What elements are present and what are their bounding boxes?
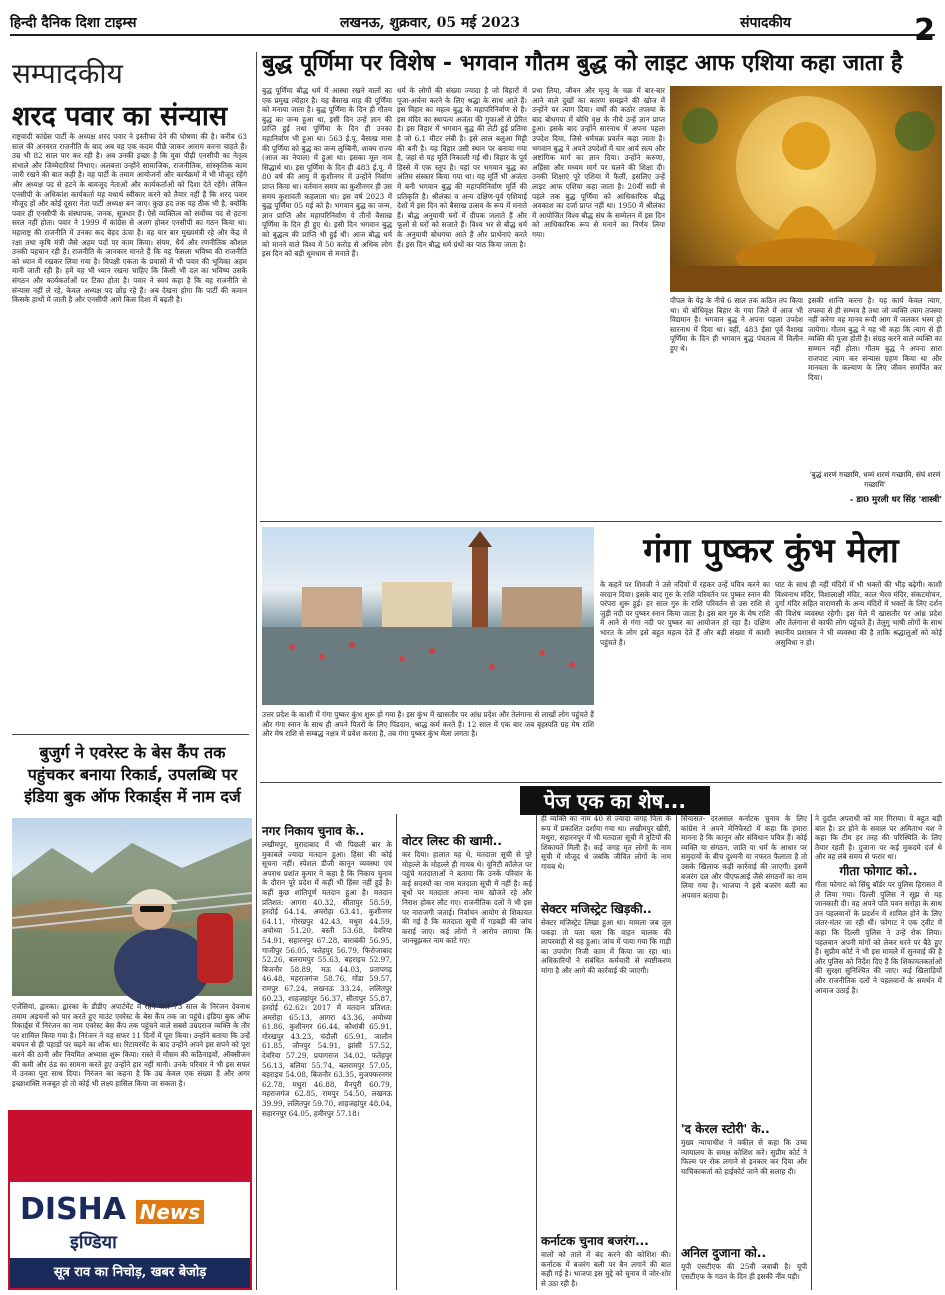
ganga-ghat-image <box>262 527 594 705</box>
everest-body: एजेंसियां, द्वारका। द्वारका के डीडीए अपार्टमेंट में रहने वाले 73 साल के निरंजन देवनाथ तमाम अड़चनों को पार करते हुए माउंट एवरेस्ट के बेस कैंप तक जा पहुंचे। इंडिया बुक ऑफ रिकार्ड्स में निरंजन का नाम एवरेस्ट बेस कैंप तक पहुंचने वाले सबसे उम्रदराज व्यक्ति के तौर पर शामिल किया गया है। निरंजन ने यह सफर 11 दिनों में पूरा किया। उन्होंने बताया कि उन्हें बचपन से ही पहाड़ों पर चढ़ने का शौक था। रिटायरमेंट के बाद उन्होंने अपने इस सपने को पूरा करने की ठानी और नियमित अभ्यास शुरू किया। रास्ते में मौसम की कठिनाइयों, ऑक्सीजन की कमी और ठंड का सामना करते हुए उन्होंने हार नहीं मानी। उनके परिवार ने भी इस सफर में उनका पूरा साथ दिया। निरंजन का कहना है कि उम्र केवल एक संख्या है और अगर इच्छाशक्ति मजबूत हो तो कोई भी लक्ष्य हासिल किया जा सकता है। <box>12 1002 250 1088</box>
disha-news-logo <box>20 1192 260 1227</box>
masthead <box>10 8 935 48</box>
sector-magistrate-body: सेक्टर मजिस्ट्रेट लिखा हुआ था। मामला जब तूल पकड़ा तो पता चला कि वाहन चालक की लापरवाही से यह हुआ। जांच में पाया गया कि गाड़ी का उपयोग निजी काम में किया जा रहा था। अधिकारियों ने संबंधित कर्मचारी से स्पष्टीकरण मांगा है और आगे की कार्रवाई की जाएगी। <box>541 918 671 975</box>
page-ek-heading: पेज एक का शेष... <box>520 786 710 815</box>
ad-news: News <box>136 1200 205 1224</box>
ganga-body-3: घाट के साथ ही नहीं मंदिरों में भी भक्तों की भीड़ बढ़ेगी। काशी विश्वनाथ मंदिर, विशालाक्षी मंदिर, काल भैरव मंदिर, संकटमोचन, दुर्गा मंदिर सहित वाराणसी के अन्य मंदिरों में भक्तों के लिए दर्शन की विशेष व्यवस्था रहेगी। इस मेले में खासतौर पर आंध्र प्रदेश और तेलंगाना से काफी लोग पहुंचते हैं। तेलुगु भाषी लोगों के साथ स्थानीय प्रशासन ने भी व्यवस्था की है ताकि श्रद्धालुओं को कोई असुविधा न हो। <box>775 580 942 647</box>
sector-magistrate-head: सेक्टर मजिस्ट्रेट खिड़की.. <box>541 902 652 916</box>
gita-phogat-body: गीता फोगाट को सिंघु बॉर्डर पर पुलिस हिरासत में ले लिया गया। दिल्ली पुलिस ने सूझ से यह जानकारी दी। वह अपने पति पवन सरोहा के साथ उन पहलवानों के प्रदर्शन में शामिल होने के लिए जंतर-मंतर जा रही थीं। फोगाट ने एक ट्वीट में कहा कि दिल्ली पुलिस ने उन्हें रोक लिया। पहलवान अपनी मांगों को लेकर धरने पर बैठे हुए हैं। सुप्रीम कोर्ट ने भी इस मामले में सुनवाई की है और पुलिस को निर्देश दिए हैं कि शिकायतकर्ताओं की सुरक्षा सुनिश्चित की जाए। कई खिलाड़ियों और राजनीतिक दलों ने पहलवानों के समर्थन में आवाज उठाई है। <box>815 880 942 995</box>
buddha-quote: 'बुद्धं शरणं गच्छामि, धम्मं शरणं गच्छामि, संघं शरणं गच्छामि' <box>809 470 941 489</box>
section-name: संपादकीय <box>740 15 791 31</box>
ganga-body-1: उत्तर प्रदेश के काशी में गंगा पुष्कर कुंभ शुरू हो गया है। इस कुंभ में खासतौर पर आंध्र प्रदेश और तेलंगाना से लाखों लोग पहुंचते हैं और गंगा स्नान के साथ ही अपने पितरों के लिए पिंडदान, श्राद्ध कर्म करते हैं। 12 साल में एक बार जब बृहस्पति ग्रह मेष राशि और मेष राशि से सम्बद्ध नक्षत्र में प्रवेश करता है, तब गंगा पुष्कर कुंभ मेला लगता है। <box>262 710 594 739</box>
everest-climber-image <box>12 818 252 996</box>
nagar-nikay-body: लखीमपुर, मुरादाबाद में भी पिछली बार के मुकाबले ज्यादा मतदान हुआ। हिंसा की कोई सूचना नहीं। स्पेशल डीजी कानून व्यवस्था एवं अपराध प्रशांत कुमार ने कहा है कि निकाय चुनाव के दौरान पूरे प्रदेश में कहीं भी हिंसा नहीं हुई है। कहीं कुछ शांतिपूर्ण मतदान हुआ है। मतदान प्रतिशत: आगरा 40.32, सीतापुर 58.59, हरदोई 64.14, अमरोहा 63.41, कुशीनगर 64.11, गोरखपुर 42.43, मथुरा 44.59, अयोध्या 51.20, बस्ती 53.68, देवरिया 54.91, सहारनपुर 67.28, बाराबंकी 56.95, गाजीपुर 56.05, फतेहपुर 56.79, फिरोजाबाद 52.26, बलरामपुर 55.63, बहराइच 52.97, बिजनौर 58.89, मऊ 44.03, प्रतापगढ़ 46.48, महराजगंज 58.76, गोंडा 59.57, रामपुर 67.24, लखनऊ 33.24, ललितपुर 60.23, शाहजहांपुर 56.37, सीतापुर 55.87, हरदोई 62.62। 2017 में मतदान प्रतिशत: अमरोहा 65.13, आगरा 43.36, अयोध्या 61.86, कुशीनगर 66.44, कौशांबी 65.91, गोरखपुर 43.23, चंदौली 65.91, जालौन 61.85, जौनपुर 54.91, झांसी 57.52, देवरिया 57.29, प्रयागराज 34.02, फतेहपुर 56.13, बलिया 55.74, बलरामपुर 57.05, बहराइच 54.08, बिजनौर 63.35, मुजफ्फरनगर 62.78, मथुरा 46.88, मैनपुरी 60.79, महराजगंज 62.85, रामपुर 54.50, लखनऊ 39.99, ललितपुर 59.70, शाहजहांपुर 48.04, सहारनपुर 64.05, हमीरपुर 57.18। <box>262 840 392 1118</box>
voter-list-body: कर दिया। हालात यह थे, मतदाता सूची से पूरे मोहल्ले के मोहल्ले ही गायब थे। यूनिटी कॉलेज पर पहुंचे मतदाताओं ने बताया कि उनके परिवार के कई सदस्यों का नाम मतदाता सूची में नहीं है। कई बूथों पर मतदाता अपना नाम खोजते रहे और निराश होकर लौट गए। राजनीतिक दलों ने भी इस पर नाराजगी जताई। निर्वाचन आयोग से शिकायत की गई है कि मतदाता सूची में गड़बड़ी की जांच कराई जाए। कई लोगों ने आरोप लगाया कि जानबूझकर नाम काटे गए। <box>402 850 532 946</box>
dateline: लखनऊ, शुक्रवार, 05 मई 2023 <box>340 15 521 31</box>
buddha-body-2: धर्म के लोगों की संख्या ज्यादा है जो विहारों में पूजा-अर्चना करने के लिए श्रद्धा के साथ आते हैं। इस विहार का महत्व बुद्ध के महापरिनिर्वाण से है। इस मंदिर का स्थापत्य अजंता की गुफाओं से प्रेरित है। इस विहार में भगवान बुद्ध की लेटी हुई प्रतिमा है जो 6.1 मीटर लंबी है। इसे लाल बलुआ मिट्टी की बनी है। यह विहार उसी स्थान पर बनाया गया है, जहां से यह मूर्ति निकाली गई थी। विहार के पूर्व हिस्से में एक स्तूप है। यहां पर भगवान बुद्ध का अंतिम संस्कार किया गया था। यह मूर्ति भी अजंता में बनी भगवान बुद्ध की महापरिनिर्वाण मूर्ति की प्रतिकृति है। श्रीलंका व अन्य दक्षिण-पूर्व एशियाई देशों में इस दिन को बैसाख उत्सव के रूप में मनाते हैं। बौद्ध अनुयायी घरों में दीपक जलाते हैं और फूलों से घरों को सजाते हैं। विश्व भर से बौद्ध धर्म के अनुयायी बोधगया आते हैं और प्रार्थनाएं करते हैं। इस दिन बौद्ध धर्म ग्रंथों का पाठ किया जाता है। <box>397 86 527 249</box>
page-number: 2 <box>914 13 935 48</box>
buddha-photo-caption: पीपल के पेड़ के नीचे 6 साल तक कठिन तप किया था। वो बोधिवृक्ष बिहार के गया जिले में आज भी विद्यमान है। भगवान बुद्ध ने अपना पहला उपदेश सारनाथ में दिया था। यहीं, 483 ईसा पूर्व वैशाख पूर्णिमा के दिन ही भगवान बुद्ध पंचतत्व में विलीन हुए थे। <box>670 296 803 353</box>
ganga-body-2: के कहने पर शिवजी ने उसे नदियों में रहकर उन्हें पवित्र करने का वरदान दिया। इसके बाद गुरु के राशि परिवर्तन पर पुष्कर स्नान की परंपरा शुरू हुई। हर साल गुरु के राशि परिवर्तन से उस राशि से जुड़ी नदी पर पुष्कर स्नान किया जाता है। इस बार गुरु के मेष राशि में आने से गंगा नदी पर पुष्कर का आयोजन हो रहा है। दक्षिण भारत के लोग इसे बहुत महत्व देते हैं और बड़ी संख्या में काशी पहुंचते हैं। <box>600 580 770 647</box>
ad-name: DISHA <box>20 1192 126 1227</box>
gita-phogat-head: गीता फोगाट को.. <box>839 864 918 878</box>
karnataka-body: वालों को ताले में बंद करने की कोशिश की। कर्नाटक में बजरंग बली पर बैन लगाने की बात कही गई है। भाजपा इस मुद्दे को चुनाव में जोर-शोर से उठा रही है। <box>541 1250 671 1288</box>
kerala-story-head: 'द केरल स्टोरी' के.. <box>681 1122 770 1136</box>
anil-dujana-head: अनिल दुजाना को.. <box>681 1246 767 1260</box>
page-ek-col5-body: ने दुर्दांत अपराधी को मार गिराया। ये बहुत बड़ी बात है। डर होने के सवाल पर अमिताभ यश ने कहा कि टीम हर तरह की परिस्थिति के लिए तैयार रहती है। दुजाना पर कई मुकदमे दर्ज थे और वह लंबे समय से फरार था। <box>815 814 942 862</box>
editorial-section-label: सम्पादकीय <box>12 57 123 90</box>
disha-news-ad <box>8 1110 252 1290</box>
editorial-body: राष्ट्रवादी कांग्रेस पार्टी के अध्यक्ष शरद पवार ने इस्तीफा देने की घोषणा की है। करीब 63 साल की अनवरत राजनीति के बाद अब वह एक कदम पीछे जाकर आराम करना चाहते हैं। उम्र भी 82 साल पार कर रही है। अब उनकी इच्छा है कि युवा पीढ़ी एनसीपी का नेतृत्व संभाले और जिम्मेदारियां निभाए। अलबत्ता उन्होंने सामाजिक, राजनीतिक, सांस्कृतिक काम जारी रखने की बात कही है। वह पार्टी के तमाम आयोजनों और कार्यक्रमों में भी मौजूद रहेंगे और अध्यक्ष पद से हटने के बावजूद नेताओं और कार्यकर्ताओं को दिशा देते रहेंगे। लेकिन एनसीपी के अधिकांश कार्यकर्ता यह यथार्थ स्वीकार करने को तैयार नहीं हैं कि शरद पवार मौजूद हों और कोई दूसरा नेता पार्टी अध्यक्ष बन जाए। कुछ हद तक यह ठीक भी है, क्योंकि पवार ही एनसीपी के संस्थापक, जनक, सूत्रधार हैं। ऐसे व्यक्तित्व को सर्वोच्च पद से हटना सरल नहीं होता। पवार ने 1999 में कांग्रेस से अलग होकर एनसीपी का गठन किया था। महाराष्ट्र की राजनीति में उनका कद बेहद ऊंचा है। वह चार बार मुख्यमंत्री रहे और केंद्र में रक्षा तथा कृषि मंत्री जैसे अहम पदों पर काम किया। संयम, धैर्य और रणनीतिक कौशल उनकी पहचान रही है। राजनीति के जानकार मानते हैं कि यह फैसला भविष्य की राजनीति को ध्यान में रखकर लिया गया है। विपक्षी एकता के प्रयासों में भी पवार की भूमिका अहम मानी जाती रही है। हमें यह भी ध्यान रखना चाहिए कि किसी भी दल का भविष्य उसके संगठन और कार्यकर्ताओं पर टिका होता है। पवार ने स्वयं कहा है कि वह राजनीति से संन्यास नहीं ले रहे, केवल अध्यक्ष पद छोड़ रहे हैं। अब देखना होगा कि पार्टी की कमान किसके हाथों में जाती है और एनसीपी आगे किस दिशा में बढ़ती है। <box>12 132 247 305</box>
ad-country: इण्डिया <box>70 1232 117 1253</box>
voter-list-head: वोटर लिस्ट की खामी.. <box>402 834 502 848</box>
ganga-title: गंगा पुष्कर कुंभ मेला <box>643 531 899 571</box>
ad-slogan: सूत्र राव का निचोड़, खबर बेजोड़ <box>10 1258 250 1288</box>
editorial-title: शरद पवार का संन्यास <box>12 101 228 132</box>
page-ek-col3-body: ही व्यक्ति का नाम 40 से ज्यादा जगह पिता के रूप में प्रकाशित दर्शाया गया था। लखीमपुर खीरी, मथुरा, सहारनपुर में भी मतदाता सूची में त्रुटियों की शिकायतें मिली हैं। कई जगह मृत लोगों के नाम सूची में मौजूद थे जबकि जीवित लोगों के नाम गायब थे। <box>541 814 671 871</box>
buddha-author: - डा0 मुरली धर सिंह 'शास्त्री' <box>849 495 942 505</box>
nagar-nikay-head: नगर निकाय चुनाव के.. <box>262 824 365 838</box>
everest-title: बुजुर्ग ने एवरेस्ट के बेस कैंप तक पहुंचकर बनाया रिकार्ड, उपलब्धि पर इंडिया बुक ऑफ रिकार्ड्स में नाम दर्ज <box>24 743 241 806</box>
page-ek-col4-body: सियासत- दरअसल कर्नाटक चुनाव के लिए कांग्रेस ने अपने मेनिफेस्टो में कहा कि हमारा मानना है कि कानून और संविधान पवित्र हैं। कोई व्यक्ति या संगठन, जाति या धर्म के आधार पर समुदायों के बीच दुश्मनी या नफरत फैलाता है तो उसके खिलाफ कड़ी कार्रवाई की जाएगी। इसमें बजरंग दल और पीएफआई जैसे संगठनों का नाम लिया गया है। भाजपा ने इसे बजरंग बली का अपमान बताया है। <box>681 814 807 900</box>
buddha-title: बुद्ध पूर्णिमा पर विशेष - भगवान गौतम बुद्ध को लाइट आफ एशिया कहा जाता है <box>262 51 903 76</box>
buddha-body-4: इसकी शान्ति करना है। यह कार्य केवल त्याग, तपस्या से ही सम्भव है तथा जो व्यक्ति त्याग तपस्या नहीं करेगा वह मानव रूपी आग में जलकर भस्म हो जायेगा। गौतम बुद्ध ने यह भी कहा कि त्याग से ही व्यक्ति की पूजा होती है। संग्रह करने वाले व्यक्ति का सम्मान नहीं होता। गौतम बुद्ध ने अपना सारा राजपाट त्याग कर संन्यास ग्रहण किया था और मानवता के कल्याण के लिए जीवन समर्पित कर दिया। <box>808 296 942 382</box>
ad-red-band <box>10 1112 250 1182</box>
paper-name: हिन्दी दैनिक दिशा टाइम्स <box>10 15 137 31</box>
kerala-story-body: मुख्य न्यायाधीश ने वकील से कहा कि उच्च न्यायालय के समक्ष कोशिश करें। सुप्रीम कोर्ट ने फिल्म पर रोक लगाने से इनकार कर दिया और याचिकाकर्ता को हाईकोर्ट जाने की सलाह दी। <box>681 1138 807 1176</box>
buddha-body-3: प्रथा लिया, जीवन और मृत्यु के चक्र में बार-बार आने वाले दुखों का कारण समझने की खोज में उन्होंने घर त्याग दिया। वर्षों की कठोर तपस्या के बाद बोधगया में बोधि वृक्ष के नीचे उन्हें ज्ञान प्राप्त हुआ। इसके बाद उन्होंने सारनाथ में अपना पहला उपदेश दिया, जिसे धर्मचक्र प्रवर्तन कहा जाता है। भगवान बुद्ध ने अपने उपदेशों में चार आर्य सत्य और अष्टांगिक मार्ग का ज्ञान दिया। उन्होंने करुणा, अहिंसा और मध्यम मार्ग पर चलने की शिक्षा दी। उनकी शिक्षाएं पूरे एशिया में फैलीं, इसलिए उन्हें लाइट आफ एशिया कहा जाता है। 20वीं सदी से पहले तक बुद्ध पूर्णिमा को आधिकारिक बौद्ध अवकाश का दर्जा प्राप्त नहीं था। 1950 में श्रीलंका में आयोजित विश्व बौद्ध संघ के सम्मेलन में इस दिन को आधिकारिक रूप से मनाने का निर्णय लिया गया। <box>532 86 665 239</box>
karnataka-head: कर्नाटक चुनाव बजरंग... <box>541 1234 649 1248</box>
buddha-statue-image <box>670 86 942 292</box>
anil-dujana-body: यूपी एसटीएफ की 25वीं जवाबी है। यूपी एसटीएफ के गठन के दिन ही इसकी नींव पड़ी। <box>681 1262 807 1281</box>
buddha-body-1: बुद्ध पूर्णिमा बौद्ध धर्म में आस्था रखने वालों का एक प्रमुख त्योहार है। यह बैसाख माह की पूर्णिमा को मनाया जाता है। बुद्ध पूर्णिमा के दिन ही गौतम बुद्ध का जन्म हुआ था, इसी दिन उन्हें ज्ञान की प्राप्ति हुई तथा पूर्णिमा के दिन ही उनका महानिर्वाण भी हुआ था। 563 ई.पू. बैसाख मास की पूर्णिमा को बुद्ध का जन्म लुम्बिनी, शाक्य राज्य (आज का नेपाल) में हुआ था। इसका मूल नाम सिद्धार्थ था। इस पूर्णिमा के दिन ही 483 ई.पू. में 80 वर्ष की आयु में कुशीनगर में उन्होंने निर्वाण प्राप्त किया था। वर्तमान समय का कुशीनगर ही उस समय कुशावती कहलाता था। इस वर्ष 2023 में बुद्ध पूर्णिमा 05 मई को है। भगवान बुद्ध का जन्म, ज्ञान प्राप्ति और महापरिनिर्वाण ये तीनों वैसाख पूर्णिमा के दिन ही हुए थे। इसी दिन भगवान बुद्ध को बुद्धत्व की प्राप्ति भी हुई थी। आज बौद्ध धर्म को मानने वाले विश्व में 50 करोड़ से अधिक लोग इस दिन को बड़ी धूमधाम से मनाते हैं। <box>262 86 392 259</box>
